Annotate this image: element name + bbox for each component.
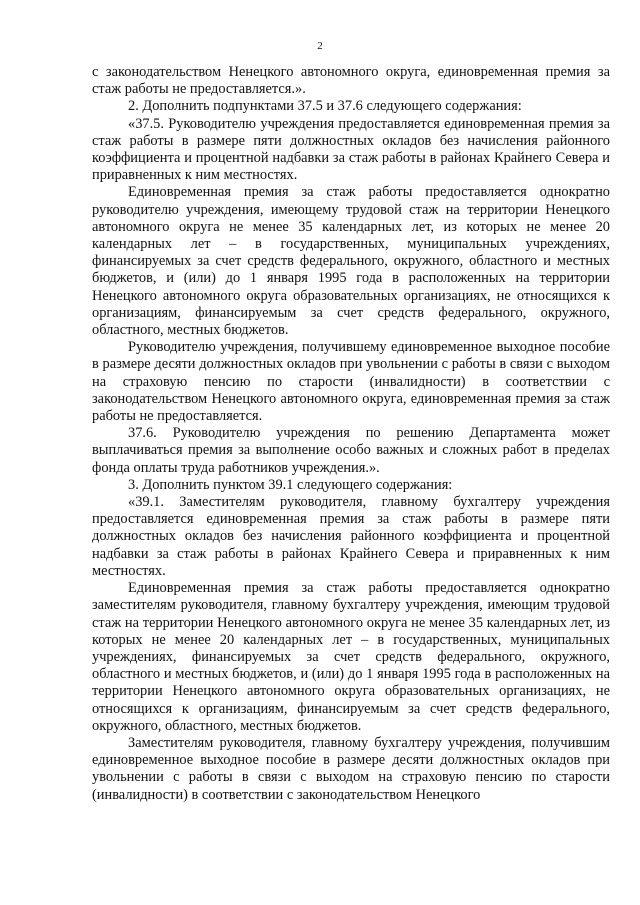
paragraph: Единовременная премия за стаж работы предоставляется однократно руководителю учреждения, имеющему трудовой стаж на территории Ненецкого автономного округа не менее 35 календарных лет, из которых не менее 20 календарных лет – в государственных, муниципальных учреждениях, финансируемых за счет средств федерального, окружного, областного и местных бюджетов, и (или) до 1 января 1995 года в расположенных на территории Ненецкого автономного округа образовательных организациях, не относящихся к организациям, финансируемым за счет средств федерального, окружного, областного, местных бюджетов. — [92, 184, 610, 339]
paragraph: с законодательством Ненецкого автономного округа, единовременная премия за стаж работы не предоставляется.». — [92, 64, 610, 98]
document-body — [92, 64, 610, 804]
page-number: 2 — [317, 40, 323, 52]
paragraph: «39.1. Заместителям руководителя, главному бухгалтеру учреждения предоставляется единовременная премия за стаж работы в размере пяти должностных окладов без начисления районного коэффициента и процентной надбавки за стаж работы в районах Крайнего Севера и приравненных к ним местностях. — [92, 494, 610, 579]
paragraph: Единовременная премия за стаж работы предоставляется однократно заместителям руководителя, главному бухгалтеру учреждения, имеющим трудовой стаж на территории Ненецкого автономного округа не менее 35 календарных лет, из которых не менее 20 календарных лет – в государственных, муниципальных учреждениях, финансируемых за счет средств федерального, окружного, областного и местных бюджетов, и (или) до 1 января 1995 года в расположенных на территории Ненецкого автономного округа образовательных организациях, не относящихся к организациям, финансируемым за счет средств федерального, окружного, областного, местных бюджетов. — [92, 580, 610, 734]
paragraph: «37.5. Руководителю учреждения предоставляется единовременная премия за стаж работы в размере пяти должностных окладов без начисления районного коэффициента и процентной надбавки за стаж работы в районах Крайнего Севера и приравненных к ним местностях. — [92, 115, 610, 184]
paragraph: Заместителям руководителя, главному бухгалтеру учреждения, получившим единовременное выходное пособие в размере десяти должностных окладов при увольнении с работы в связи с выходом на страховую пенсию по старости (инвалидности) в соответствии с законодательством Ненецкого — [92, 734, 610, 803]
paragraph: 37.6. Руководителю учреждения по решению Департамента может выплачиваться премия за выполнение особо важных и сложных работ в пределах фонда оплаты труда работников учреждения.». — [92, 425, 610, 476]
paragraph: Руководителю учреждения, получившему единовременное выходное пособие в размере десяти должностных окладов при увольнении с работы в связи с выходом на страховую пенсию по старости (инвалидности) в соответствии с законодательством Ненецкого автономного округа, единовременная премия за стаж работы не предоставляется. — [92, 339, 610, 425]
paragraph: 2. Дополнить подпунктами 37.5 и 37.6 следующего содержания: — [128, 98, 522, 115]
paragraph: 3. Дополнить пунктом 39.1 следующего содержания: — [128, 476, 453, 493]
